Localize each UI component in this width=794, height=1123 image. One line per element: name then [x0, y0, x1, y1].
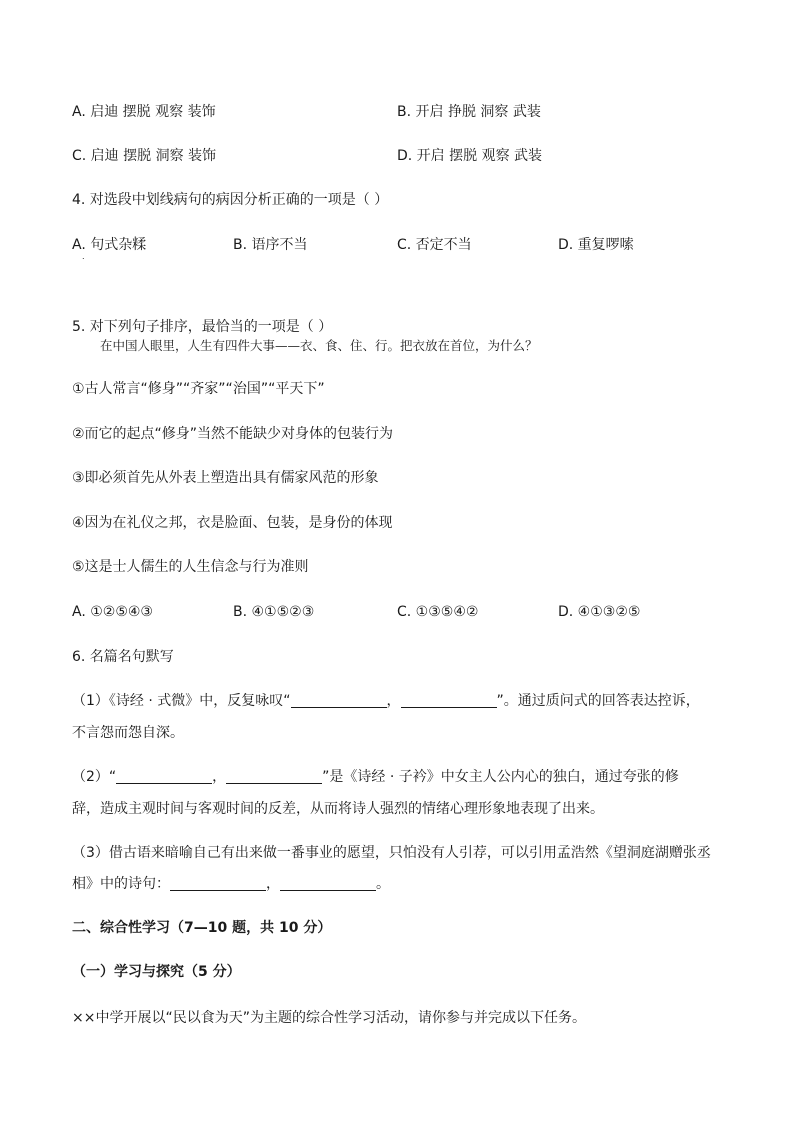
q5-sentence-5: ⑤这是士人儒生的人生信念与行为准则 [72, 559, 309, 575]
q5-stem: 5. 对下列句子排序，最恰当的一项是（ ） [72, 319, 333, 335]
section-2-subheading: （一）学习与探究（5 分） [72, 964, 241, 980]
q5-sentence-2: ②而它的起点“修身”当然不能缺少对身体的包装行为 [72, 426, 394, 442]
q6-item-3-line-1: （3）借古语来暗喻自己有出来做一番事业的愿望，只怕没有人引荐，可以引用孟浩然《望洞庭湖赠张丞 [72, 845, 711, 861]
q5-sentence-4: ④因为在礼仪之邦，衣是脸面、包装，是身份的体现 [72, 515, 393, 531]
q5-sentence-1: ①古人常言“修身”“齐家”“治国”“平天下” [72, 381, 325, 397]
q5-option-d: D. ④①③②⑤ [558, 604, 641, 620]
q6-item-2-text-b: ”是《诗经 · 子衿》中女主人公内心的独白，通过夸张的修 [322, 769, 679, 785]
q5-intro: 在中国人眼里，人生有四件大事——衣、食、住、行。把衣放在首位，为什么？ [100, 338, 538, 353]
q6-item-2-line-1 [72, 767, 679, 787]
q6-item-2-blank-2[interactable] [226, 769, 322, 784]
stray-mark: . [82, 252, 85, 261]
q6-item-1-text-b: ”。通过质问式的回答表达控诉， [496, 693, 700, 709]
q6-item-1-line-2: 不言怨而怨自深。 [72, 725, 184, 741]
q4-stem: 4. 对选段中划线病句的病因分析正确的一项是（ ） [72, 192, 389, 208]
q6-item-2-separator: ， [212, 769, 227, 785]
q4-option-a: A. 句式杂糅 [72, 237, 147, 253]
section-2-heading: 二、综合性学习（7—10 题，共 10 分） [72, 920, 332, 936]
q6-item-1-blank-2[interactable] [401, 693, 497, 708]
q5-option-a: A. ①②⑤④③ [72, 604, 153, 620]
q6-item-1-line-1 [72, 691, 700, 711]
q3-option-b: B. 开启 挣脱 洞察 武装 [397, 104, 541, 120]
q6-item-3-line-2 [72, 874, 390, 894]
q6-title: 6. 名篇名句默写 [72, 649, 174, 665]
q6-item-1-separator: ， [386, 693, 401, 709]
q6-item-3-text-b: 相》中的诗句： [72, 876, 170, 892]
q6-item-2-text-a: （2）“ [72, 769, 117, 785]
q3-option-a: A. 启迪 摆脱 观察 装饰 [72, 104, 216, 120]
q6-item-1-text-a: （1）《诗经 · 式微》中，反复咏叹“ [72, 693, 291, 709]
q4-option-b: B. 语序不当 [233, 237, 308, 253]
section-2-description: ××中学开展以“民以食为天”为主题的综合性学习活动，请你参与并完成以下任务。 [72, 1010, 586, 1026]
q6-item-3-blank-2[interactable] [280, 876, 376, 891]
q5-sentence-3: ③即必须首先从外表上塑造出具有儒家风范的形象 [72, 470, 379, 486]
q6-item-2-blank-1[interactable] [116, 769, 212, 784]
q3-option-c: C. 启迪 摆脱 洞察 装饰 [72, 148, 217, 164]
q6-item-3-separator: ， [266, 876, 280, 892]
q5-option-c: C. ①③⑤④② [397, 604, 479, 620]
q6-item-2-line-2: 辞，造成主观时间与客观时间的反差，从而将诗人强烈的情绪心理形象地表现了出来。 [72, 801, 604, 817]
q5-option-b: B. ④①⑤②③ [233, 604, 315, 620]
q6-item-3-end: 。 [376, 876, 390, 892]
q4-option-d: D. 重复啰嗦 [558, 237, 634, 253]
q6-item-1-blank-1[interactable] [291, 693, 387, 708]
q4-option-c: C. 否定不当 [397, 237, 472, 253]
q3-option-d: D. 开启 摆脱 观察 武装 [397, 148, 543, 164]
q6-item-3-blank-1[interactable] [170, 876, 266, 891]
